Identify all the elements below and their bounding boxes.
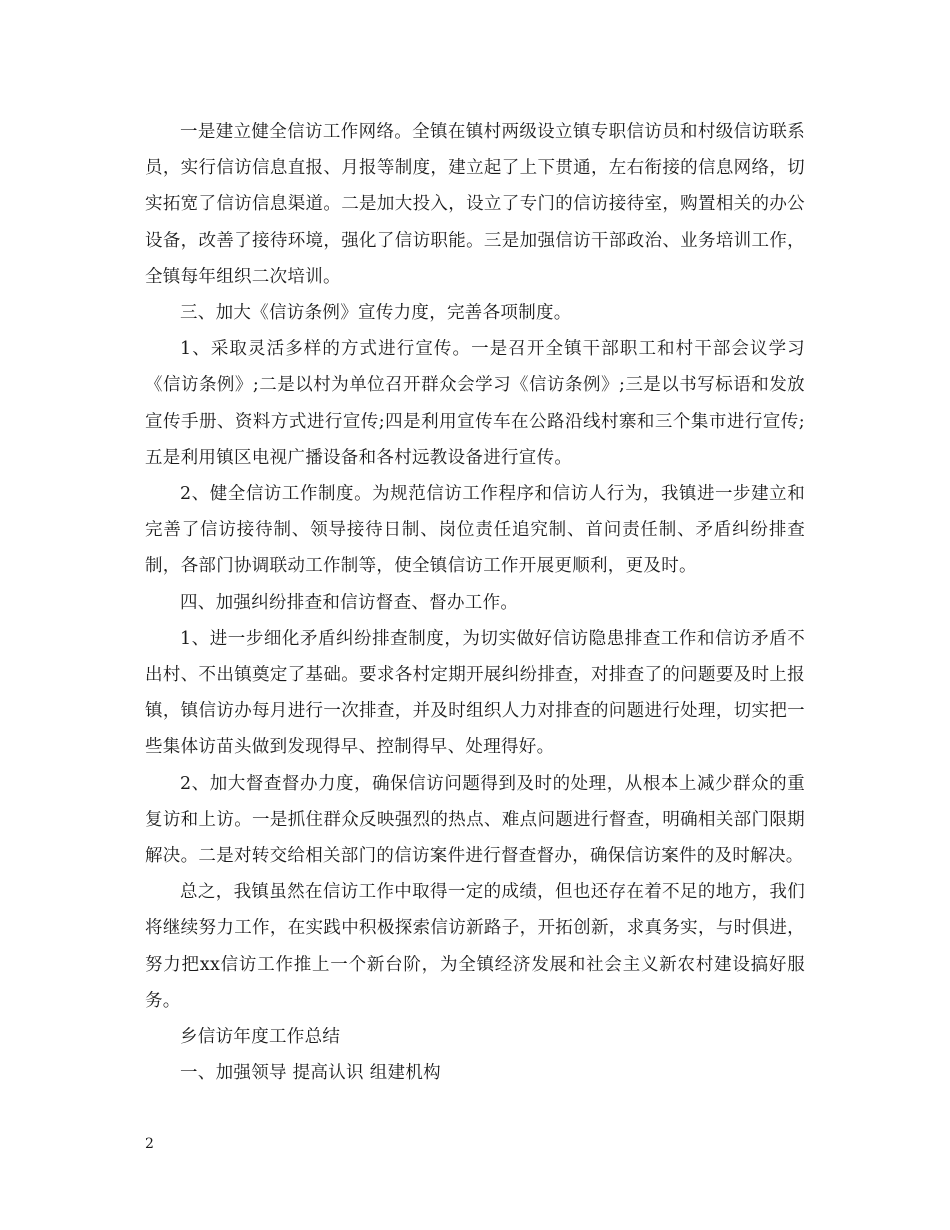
paragraph-conclusion: 总之，我镇虽然在信访工作中取得一定的成绩，但也还存在着不足的地方，我们将继续努力工作，在实践中积极探索信访新路子，开拓创新，求真务实，与时俱进，努力把xx信访工作推上一个新台阶，为全镇经济发展和社会主义新农村建设搞好服务。 xyxy=(145,882,805,1011)
paragraph-system: 2、健全信访工作制度。为规范信访工作程序和信访人行为，我镇进一步建立和完善了信访接待制、领导接待日制、岗位责任追究制、首问责任制、矛盾纠纷排查制，各部门协调联动工作制等，使全镇信访工作开展更顺利，更及时。 xyxy=(145,484,805,577)
paragraph-dispute-screening: 1、进一步细化矛盾纠纷排查制度，为切实做好信访隐患排查工作和信访矛盾不出村、不出镇奠定了基础。要求各村定期开展纠纷排查，对排查了的问题要及时上报镇，镇信访办每月进行一次排查，并及时组织人力对排查的问题进行处理，切实把一些集体访苗头做到发现得早、控制得早、处理得好。 xyxy=(145,628,805,758)
paragraph-publicity: 1、采取灵活多样的方式进行宣传。一是召开全镇干部职工和村干部会议学习《信访条例》;二是以村为单位召开群众会学习《信访条例》;三是以书写标语和发放宣传手册、资料方式进行宣传;四是利用宣传车在公路沿线村寨和三个集市进行宣传;五是利用镇区电视广播设备和各村远教设备进行宣传。 xyxy=(145,339,805,468)
heading-section-three: 三、加大《信访条例》宣传力度，完善各项制度。 xyxy=(180,303,572,324)
paragraph-network: 一是建立健全信访工作网络。全镇在镇村两级设立镇专职信访员和村级信访联系员，实行信访信息直报、月报等制度，建立起了上下贯通，左右衔接的信息网络，切实拓宽了信访信息渠道。二是加大投入，设立了专门的信访接待室，购置相关的办公设备，改善了接待环境，强化了信访职能。三是加强信访干部政治、业务培训工作，全镇每年组织二次培训。 xyxy=(145,122,805,287)
heading-section-four: 四、加强纠纷排查和信访督查、督办工作。 xyxy=(180,592,519,613)
paragraph-supervision: 2、加大督查督办力度，确保信访问题得到及时的处理，从根本上减少群众的重复访和上访。一是抓住群众反映强烈的热点、难点问题进行督查，明确相关部门限期解决。二是对转交给相关部门的信访案件进行督查督办，确保信访案件的及时解决。 xyxy=(145,773,805,867)
page-number: 2 xyxy=(145,1136,154,1152)
heading-annual-summary: 乡信访年度工作总结 xyxy=(180,1027,341,1048)
heading-section-one: 一、加强领导 提高认识 组建机构 xyxy=(180,1063,441,1084)
document-body xyxy=(145,114,805,1091)
